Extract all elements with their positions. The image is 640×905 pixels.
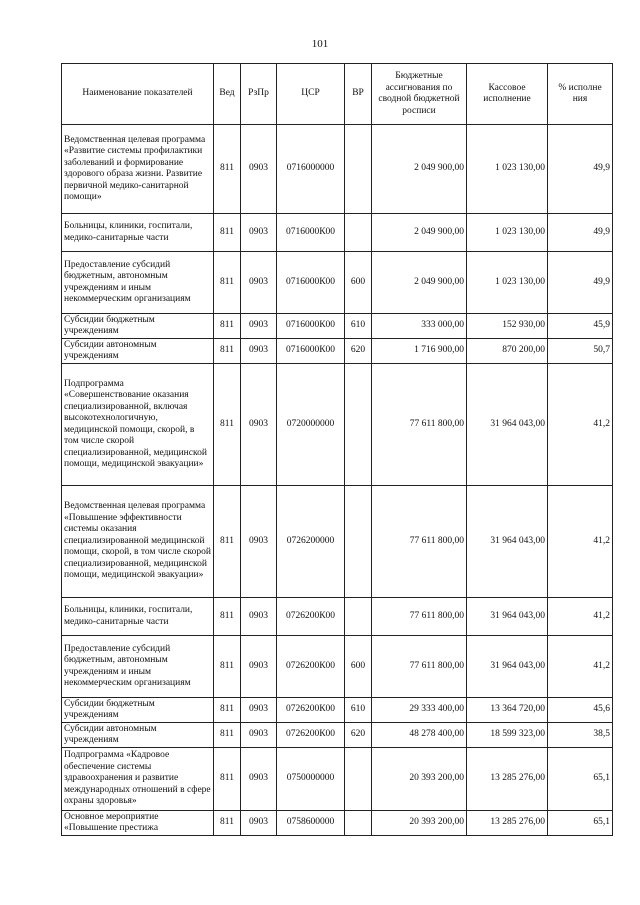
cell-vr: [345, 364, 372, 486]
cell-ved: 811: [214, 252, 241, 314]
cell-cash: 31 964 043,00: [467, 636, 548, 698]
cell-cash: 870 200,00: [467, 339, 548, 364]
cell-cash: 31 964 043,00: [467, 486, 548, 598]
cell-csr: 0716000К00: [277, 314, 345, 339]
cell-name: Подпрограмма «Совершенствование оказания специализированной, включая высокотехнологичную, медицинской помощи, скорой, в том числе скорой специализированной, медицинской помощи, медицинской эвакуации»: [62, 364, 214, 486]
cell-vr: [345, 125, 372, 214]
cell-plan: 48 278 400,00: [372, 723, 467, 748]
cell-cash: 1 023 130,00: [467, 214, 548, 252]
page-number: 101: [311, 38, 329, 50]
cell-name: Субсидии бюджетным учреждениям: [62, 314, 214, 339]
cell-pct: 41,2: [548, 486, 613, 598]
cell-name: Ведомственная целевая программа «Развитие системы профилактики заболеваний и формирование здорового образа жизни. Развитие первичной медико-санитарной помощи»: [62, 125, 214, 214]
cell-vr: 620: [345, 723, 372, 748]
header-name: Наименование показателей: [62, 64, 214, 125]
cell-csr: 0726200К00: [277, 723, 345, 748]
cell-name: Субсидии бюджетным учреждениям: [62, 698, 214, 723]
table-row: [62, 339, 613, 364]
cell-name: Субсидии автономным учреждениям: [62, 339, 214, 364]
cell-plan: 1 716 900,00: [372, 339, 467, 364]
cell-pct: 49,9: [548, 125, 613, 214]
cell-csr: 0716000000: [277, 125, 345, 214]
cell-ved: 811: [214, 339, 241, 364]
cell-rzpr: 0903: [241, 339, 277, 364]
cell-cash: 1 023 130,00: [467, 252, 548, 314]
cell-csr: 0750000000: [277, 748, 345, 811]
cell-ved: 811: [214, 748, 241, 811]
cell-cash: 152 930,00: [467, 314, 548, 339]
cell-plan: 333 000,00: [372, 314, 467, 339]
cell-ved: 811: [214, 486, 241, 598]
cell-name: Ведомственная целевая программа «Повышение эффективности системы оказания специализированной медицинской помощи, скорой, в том числе скорой специализированной, медицинской помощи, медицинской эвакуации»: [62, 486, 214, 598]
cell-ved: 811: [214, 698, 241, 723]
cell-csr: 0716000К00: [277, 214, 345, 252]
cell-pct: 41,2: [548, 636, 613, 698]
cell-rzpr: 0903: [241, 252, 277, 314]
cell-cash: 1 023 130,00: [467, 125, 548, 214]
cell-ved: 811: [214, 314, 241, 339]
table-row: [62, 598, 613, 636]
cell-vr: 610: [345, 698, 372, 723]
cell-rzpr: 0903: [241, 314, 277, 339]
cell-rzpr: 0903: [241, 698, 277, 723]
cell-cash: 31 964 043,00: [467, 364, 548, 486]
cell-rzpr: 0903: [241, 636, 277, 698]
header-vr: ВР: [345, 64, 372, 125]
table-row: [62, 214, 613, 252]
cell-vr: 600: [345, 252, 372, 314]
table-body: [62, 125, 613, 836]
table-row: [62, 636, 613, 698]
table-row: [62, 314, 613, 339]
cell-vr: 600: [345, 636, 372, 698]
cell-cash: 13 364 720,00: [467, 698, 548, 723]
table-row: [62, 811, 613, 836]
budget-execution-table: [61, 63, 613, 836]
cell-cash: 13 285 276,00: [467, 811, 548, 836]
cell-ved: 811: [214, 723, 241, 748]
cell-rzpr: 0903: [241, 214, 277, 252]
cell-ved: 811: [214, 598, 241, 636]
header-cash: Кассовое исполнение: [467, 64, 548, 125]
cell-ved: 811: [214, 214, 241, 252]
cell-csr: 0726200000: [277, 486, 345, 598]
cell-name: Больницы, клиники, госпитали, медико-санитарные части: [62, 214, 214, 252]
header-plan: Бюджетные ассигнования по сводной бюджетной росписи: [372, 64, 467, 125]
cell-rzpr: 0903: [241, 364, 277, 486]
cell-name: Подпрограмма «Кадровое обеспечение системы здравоохранения и развитие международных отношений в сфере охраны здоровья»: [62, 748, 214, 811]
cell-pct: 65,1: [548, 811, 613, 836]
header-pct: % исполне ния: [548, 64, 613, 125]
cell-plan: 2 049 900,00: [372, 252, 467, 314]
cell-vr: [345, 486, 372, 598]
cell-csr: 0720000000: [277, 364, 345, 486]
cell-csr: 0726200К00: [277, 698, 345, 723]
cell-vr: 610: [345, 314, 372, 339]
cell-plan: 20 393 200,00: [372, 748, 467, 811]
cell-pct: 49,9: [548, 214, 613, 252]
cell-csr: 0716000К00: [277, 339, 345, 364]
cell-ved: 811: [214, 636, 241, 698]
cell-csr: 0758600000: [277, 811, 345, 836]
table-row: [62, 364, 613, 486]
cell-csr: 0726200К00: [277, 636, 345, 698]
cell-vr: [345, 598, 372, 636]
cell-pct: 38,5: [548, 723, 613, 748]
cell-ved: 811: [214, 125, 241, 214]
cell-vr: [345, 748, 372, 811]
cell-pct: 49,9: [548, 252, 613, 314]
cell-ved: 811: [214, 364, 241, 486]
cell-name: Субсидии автономным учреждениям: [62, 723, 214, 748]
cell-csr: 0726200К00: [277, 598, 345, 636]
cell-ved: 811: [214, 811, 241, 836]
table-row: [62, 252, 613, 314]
table-row: [62, 723, 613, 748]
header-csr: ЦСР: [277, 64, 345, 125]
cell-plan: 2 049 900,00: [372, 125, 467, 214]
cell-pct: 45,6: [548, 698, 613, 723]
cell-plan: 20 393 200,00: [372, 811, 467, 836]
cell-rzpr: 0903: [241, 125, 277, 214]
cell-rzpr: 0903: [241, 723, 277, 748]
cell-plan: 77 611 800,00: [372, 486, 467, 598]
header-rzpr: РзПр: [241, 64, 277, 125]
cell-plan: 77 611 800,00: [372, 364, 467, 486]
cell-name: Предоставление субсидий бюджетным, автономным учреждениям и иным некоммерческим организациям: [62, 636, 214, 698]
cell-cash: 13 285 276,00: [467, 748, 548, 811]
cell-vr: [345, 811, 372, 836]
cell-plan: 77 611 800,00: [372, 598, 467, 636]
cell-name: Основное мероприятие «Повышение престижа: [62, 811, 214, 836]
cell-pct: 41,2: [548, 364, 613, 486]
cell-pct: 45,9: [548, 314, 613, 339]
cell-pct: 65,1: [548, 748, 613, 811]
cell-rzpr: 0903: [241, 748, 277, 811]
table-row: [62, 698, 613, 723]
cell-csr: 0716000К00: [277, 252, 345, 314]
cell-rzpr: 0903: [241, 598, 277, 636]
cell-vr: [345, 214, 372, 252]
cell-plan: 29 333 400,00: [372, 698, 467, 723]
table-row: [62, 125, 613, 214]
header-ved: Вед: [214, 64, 241, 125]
cell-plan: 77 611 800,00: [372, 636, 467, 698]
cell-cash: 31 964 043,00: [467, 598, 548, 636]
cell-name: Предоставление субсидий бюджетным, автономным учреждениям и иным некоммерческим организациям: [62, 252, 214, 314]
table-header-row: [62, 64, 613, 125]
cell-name: Больницы, клиники, госпитали, медико-санитарные части: [62, 598, 214, 636]
cell-plan: 2 049 900,00: [372, 214, 467, 252]
cell-vr: 620: [345, 339, 372, 364]
table-row: [62, 486, 613, 598]
cell-pct: 41,2: [548, 598, 613, 636]
cell-rzpr: 0903: [241, 811, 277, 836]
cell-cash: 18 599 323,00: [467, 723, 548, 748]
cell-pct: 50,7: [548, 339, 613, 364]
cell-rzpr: 0903: [241, 486, 277, 598]
table-row: [62, 748, 613, 811]
